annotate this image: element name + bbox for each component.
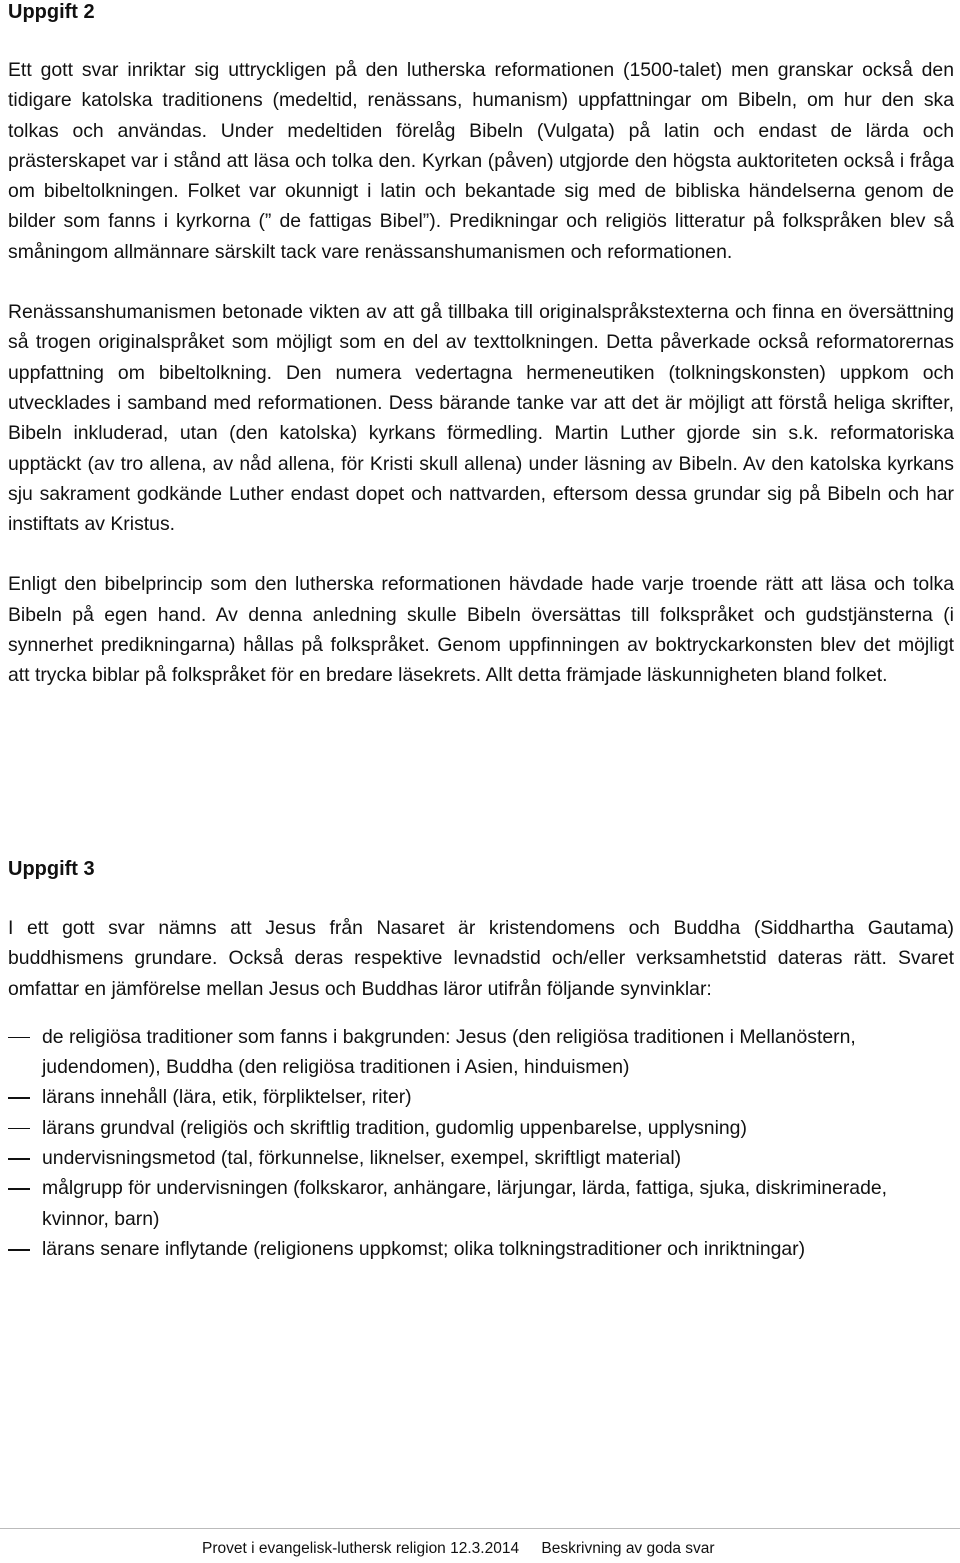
list-item-text: målgrupp för undervisningen (folkskaror, anhängare, lärjungar, lärda, fattiga, sjuka, diskriminerade, kvinnor, barn) xyxy=(42,1177,888,1230)
criteria-list xyxy=(8,1022,954,1264)
paragraph: Enligt den bibelprincip som den lutherska reformationen hävdade hade varje troende rätt att läsa och tolka Bibeln på egen hand. Av denna anledning skulle Bibeln översättas till folkspråket och gudstjänsterna (i synnerhet predikningarna) hållas på folkspråket. Genom uppfinningen av boktryckarkonsten blev det möjligt att trycka biblar på folkspråket för en bredare läsekrets. Allt detta främjade läskunnigheten bland folket. xyxy=(8,573,954,687)
list-item xyxy=(8,1173,954,1234)
section-heading: Uppgift 2 xyxy=(8,1,95,23)
footer-exam-title: Provet i evangelisk-luthersk religion 12.3.2014 xyxy=(202,1540,520,1557)
paragraph: Renässanshumanismen betonade vikten av att gå tillbaka till originalspråkstexterna och finna en översättning så trogen originalspråket som möjligt som en del av texttolkningen. Detta påverkade också reformatorernas uppfattning om bibeltolkning. Den numera vedertagna hermeneutiken (tolkningskonsten) uppkom och utvecklades i samband med reformationen. Dess bärande tanke var att det är möjligt att förstå heliga skrifter, Bibeln inkluderad, utan (den katolska) kyrkans förmedling. Martin Luther gjorde sin s.k. reformatoriska upptäckt (av tro allena, av nåd allena, för Kristi skull allena) under läsning av Bibeln. Av den katolska kyrkans sju sakrament godkände Luther endast dopet och nattvarden, eftersom dessa grundar sig på Bibeln och har instiftats av Kristus. xyxy=(8,301,954,536)
list-item-text: lärans grundval (religiös och skriftlig tradition, gudomlig uppenbarelse, upplysning) xyxy=(42,1116,747,1139)
paragraph: I ett gott svar nämns att Jesus från Nasaret är kristendomens och Buddha (Siddhartha Gautama) buddhismens grundare. Också deras respektive levnadstid och/eller verksamhetstid dateras rätt. Svaret omfattar en jämförelse mellan Jesus och Buddhas läror utifrån följande synvinklar: xyxy=(8,917,954,1000)
section-body xyxy=(8,55,954,691)
footer-doc-title: Beskrivning av goda svar xyxy=(541,1540,715,1557)
list-item-text: de religiösa traditioner som fanns i bakgrunden: Jesus (den religiösa traditionen i Mellanöstern, judendomen), Buddha (den religiösa traditionen i Asien, hinduismen) xyxy=(42,1025,856,1079)
list-item xyxy=(8,1082,954,1112)
list-item xyxy=(8,1022,954,1083)
list-item-text: lärans innehåll (lära, etik, förpliktelser, riter) xyxy=(42,1086,412,1109)
list-item-text: undervisningsmetod (tal, förkunnelse, liknelser, exempel, skriftligt material) xyxy=(42,1147,682,1170)
list-item xyxy=(8,1143,954,1173)
section-body xyxy=(8,913,954,1264)
list-item-text: lärans senare inflytande (religionens uppkomst; olika tolkningstraditioner och inriktningar) xyxy=(42,1237,806,1260)
section-heading: Uppgift 3 xyxy=(8,858,95,880)
footer-divider xyxy=(0,1528,960,1529)
list-item xyxy=(8,1113,954,1143)
page-footer xyxy=(202,1540,715,1558)
list-item xyxy=(8,1234,954,1264)
paragraph: Ett gott svar inriktar sig uttryckligen på den lutherska reformationen (1500-talet) men granskar också den tidigare katolska traditionens (medeltid, renässans, humanism) uppfattningar om Bibeln, om hur den ska tolkas och användas. Under medeltiden förelåg Bibeln (Vulgata) på latin och endast de lärda och prästerskapet var i stånd att läsa och tolka den. Kyrkan (påven) utgjorde den högsta auktoriteten också i fråga om bibeltolkningen. Folket var okunnigt i latin och bekantade sig med de bibliska händelserna genom de bilder som fanns i kyrkorna (” de fattigas Bibel”). Predikningar och religiös litteratur på folkspråken blev så småningom allmännare särskilt tack vare renässanshumanismen och reformationen. xyxy=(8,59,954,263)
